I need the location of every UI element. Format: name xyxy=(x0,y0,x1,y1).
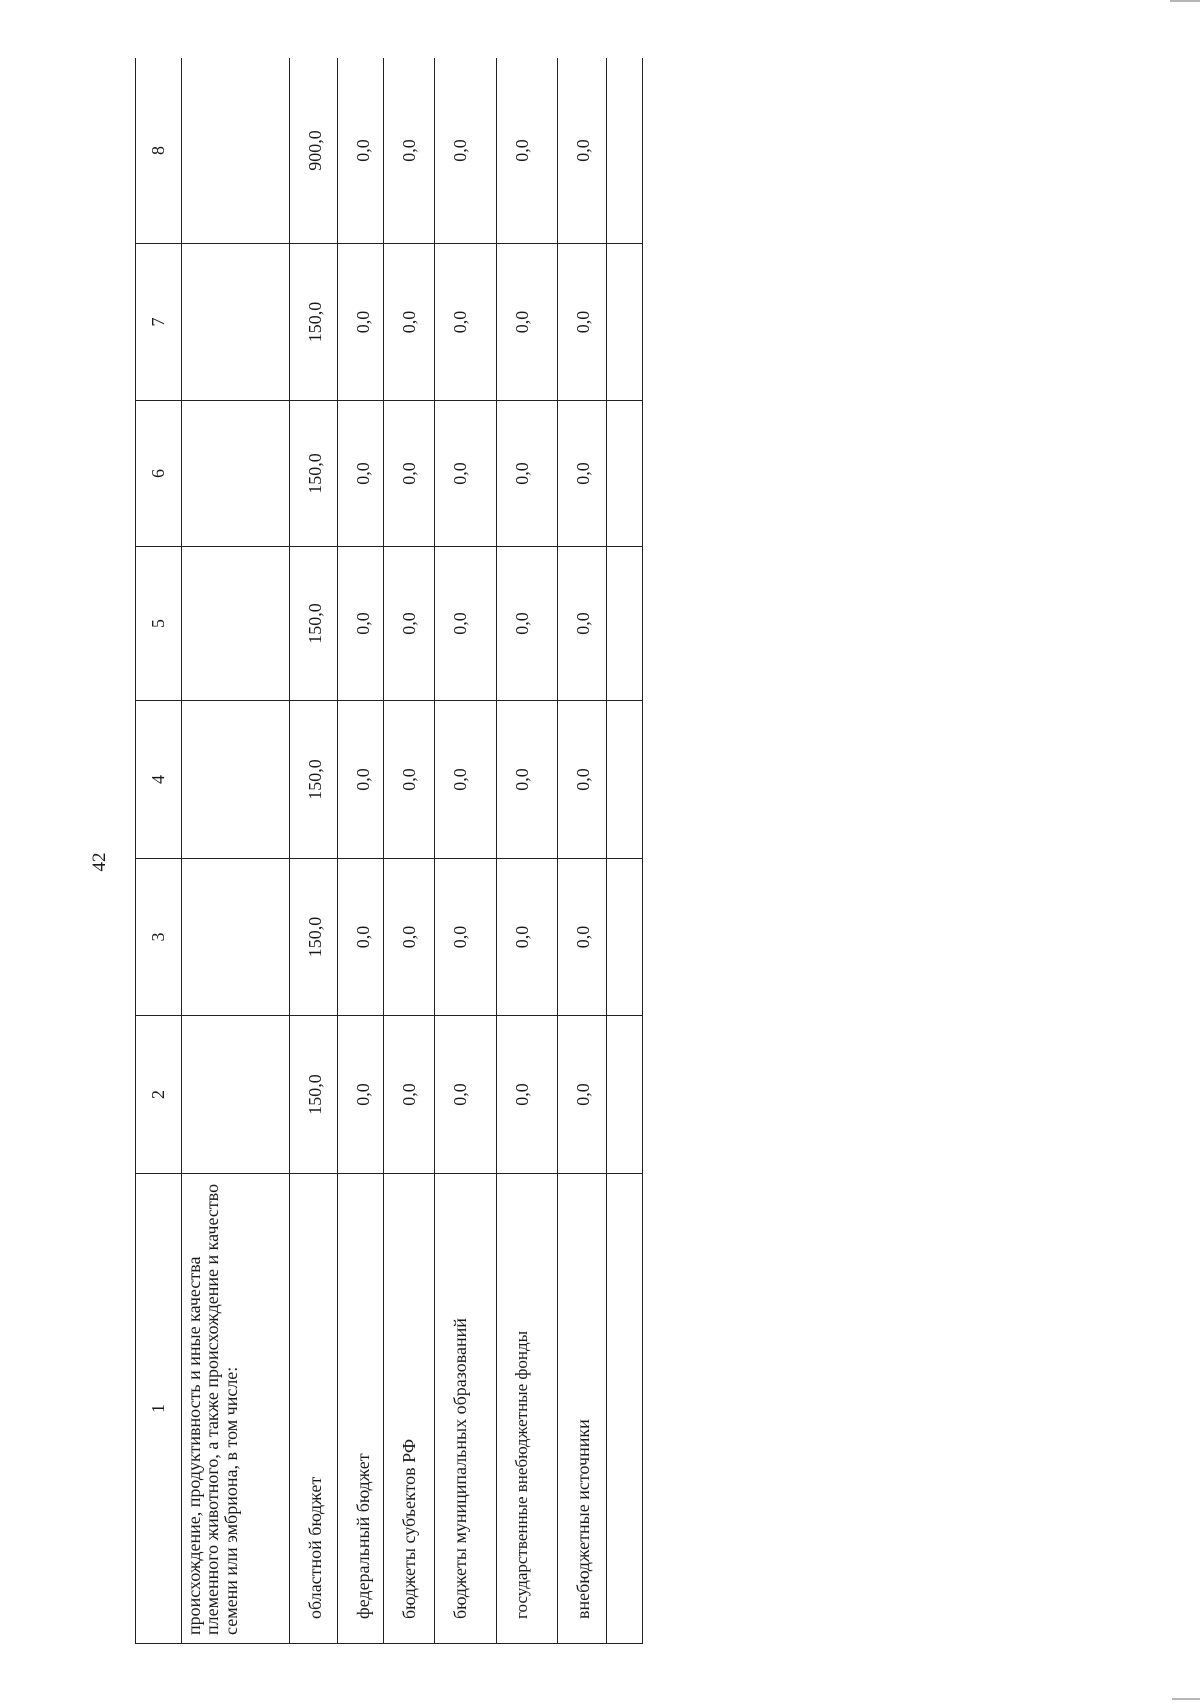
description-cell: происхождение, продуктивность и иные качества племенного животного, а также происхождение и качество семени или эмбриона, в том числе: xyxy=(181,1174,289,1644)
empty-cell xyxy=(606,244,642,401)
table-row xyxy=(384,58,435,1644)
description-row xyxy=(181,58,289,1644)
row-label-regional-budget: областной бюджет xyxy=(289,1174,337,1644)
value-cell: 0,0 xyxy=(496,401,558,547)
header-cell-col-1: 1 xyxy=(136,1174,182,1644)
header-cell-col-6: 6 xyxy=(136,401,182,547)
value-cell: 0,0 xyxy=(435,401,497,547)
value-cell: 0,0 xyxy=(435,1016,497,1174)
value-cell: 0,0 xyxy=(337,401,384,547)
empty-cell xyxy=(606,1174,642,1644)
scan-edge-mark xyxy=(1170,0,1200,2)
value-cell: 0,0 xyxy=(435,701,497,859)
value-cell: 0,0 xyxy=(558,547,607,701)
header-cell-col-4: 4 xyxy=(136,701,182,859)
header-cell-col-2: 2 xyxy=(136,1016,182,1174)
value-cell: 0,0 xyxy=(496,859,558,1016)
empty-cell xyxy=(181,244,289,401)
empty-cell xyxy=(181,701,289,859)
header-cell-col-3: 3 xyxy=(136,859,182,1016)
value-cell: 900,0 xyxy=(289,58,337,244)
value-cell: 0,0 xyxy=(558,401,607,547)
value-cell: 0,0 xyxy=(435,547,497,701)
value-cell: 0,0 xyxy=(384,859,435,1016)
value-cell: 0,0 xyxy=(337,1016,384,1174)
value-cell: 0,0 xyxy=(337,859,384,1016)
value-cell: 0,0 xyxy=(435,58,497,244)
header-cell-col-8: 8 xyxy=(136,58,182,244)
value-cell: 150,0 xyxy=(289,547,337,701)
value-cell: 0,0 xyxy=(558,244,607,401)
row-label-federal-budget: федеральный бюджет xyxy=(337,1174,384,1644)
header-cell-col-5: 5 xyxy=(136,547,182,701)
empty-cell xyxy=(606,701,642,859)
empty-cell xyxy=(181,547,289,701)
scan-edge-mark xyxy=(1172,1698,1200,1700)
value-cell: 0,0 xyxy=(496,547,558,701)
value-cell: 0,0 xyxy=(496,1016,558,1174)
value-cell: 0,0 xyxy=(496,58,558,244)
value-cell: 0,0 xyxy=(558,701,607,859)
header-cell-col-7: 7 xyxy=(136,244,182,401)
value-cell: 0,0 xyxy=(384,244,435,401)
empty-cell xyxy=(606,58,642,244)
value-cell: 0,0 xyxy=(337,701,384,859)
value-cell: 0,0 xyxy=(384,401,435,547)
table-row xyxy=(558,58,607,1644)
value-cell: 0,0 xyxy=(384,701,435,859)
value-cell: 0,0 xyxy=(435,859,497,1016)
row-label-municipal-budgets: бюджеты муниципальных образований xyxy=(435,1174,497,1644)
value-cell: 150,0 xyxy=(289,401,337,547)
empty-row xyxy=(606,58,642,1644)
value-cell: 0,0 xyxy=(337,244,384,401)
empty-cell xyxy=(181,1016,289,1174)
empty-cell xyxy=(606,547,642,701)
value-cell: 0,0 xyxy=(435,244,497,401)
value-cell: 0,0 xyxy=(558,1016,607,1174)
table-row xyxy=(435,58,497,1644)
empty-cell xyxy=(181,859,289,1016)
page-number: 42 xyxy=(89,852,110,872)
table-container xyxy=(135,58,643,1644)
funding-table xyxy=(135,58,643,1644)
empty-cell xyxy=(606,859,642,1016)
value-cell: 0,0 xyxy=(558,58,607,244)
value-cell: 0,0 xyxy=(384,547,435,701)
value-cell: 0,0 xyxy=(384,58,435,244)
value-cell: 150,0 xyxy=(289,1016,337,1174)
value-cell: 0,0 xyxy=(337,58,384,244)
value-cell: 150,0 xyxy=(289,244,337,401)
value-cell: 0,0 xyxy=(337,547,384,701)
value-cell: 0,0 xyxy=(558,859,607,1016)
value-cell: 0,0 xyxy=(496,701,558,859)
empty-cell xyxy=(181,401,289,547)
value-cell: 0,0 xyxy=(496,244,558,401)
value-cell: 0,0 xyxy=(384,1016,435,1174)
empty-cell xyxy=(181,58,289,244)
value-cell: 150,0 xyxy=(289,859,337,1016)
empty-cell xyxy=(606,401,642,547)
table-row xyxy=(289,58,337,1644)
empty-cell xyxy=(606,1016,642,1174)
table-row xyxy=(496,58,558,1644)
value-cell: 150,0 xyxy=(289,701,337,859)
row-label-state-extrabudgetary-funds: государственные внебюджетные фонды xyxy=(496,1174,558,1644)
row-label-federal-subjects-budgets: бюджеты субъектов РФ xyxy=(384,1174,435,1644)
row-label-extrabudgetary-sources: внебюджетные источники xyxy=(558,1174,607,1644)
table-header-row xyxy=(136,58,182,1644)
table-row xyxy=(337,58,384,1644)
